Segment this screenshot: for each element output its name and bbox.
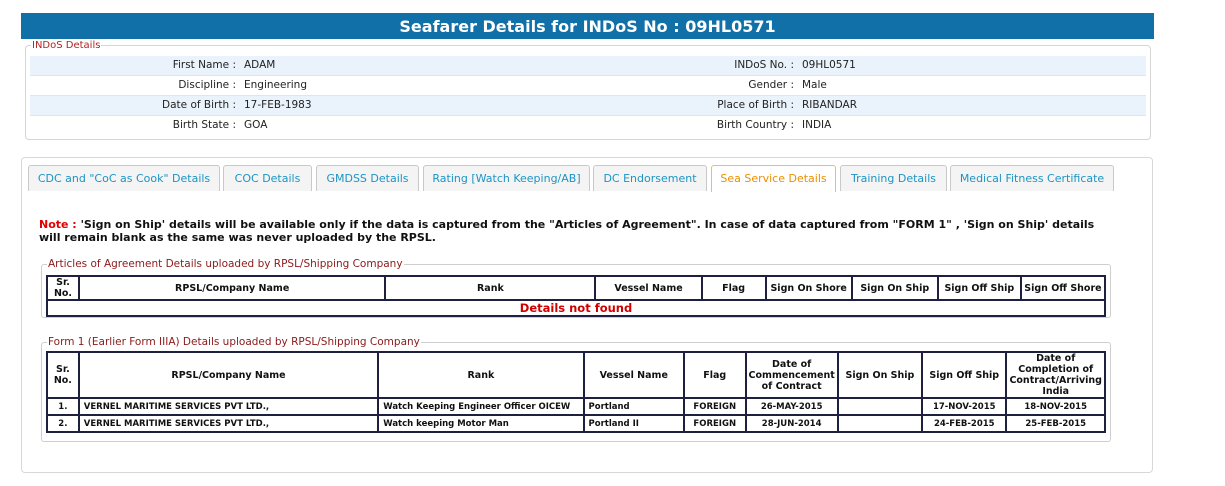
rank-cell: Watch keeping Motor Man <box>378 415 583 432</box>
tab-gmdss-details[interactable]: GMDSS Details <box>316 165 419 191</box>
col-sr-no: Sr. No. <box>47 352 79 398</box>
tab-cdc-details[interactable]: CDC and "CoC as Cook" Details <box>28 165 220 191</box>
sr-no-cell: 2. <box>47 415 79 432</box>
col-sign-off-shore: Sign Off Shore <box>1021 276 1105 300</box>
col-sr-no: Sr. No. <box>47 276 79 300</box>
indos-details-legend: INDoS Details <box>32 40 101 51</box>
tab-training-details[interactable]: Training Details <box>840 165 947 191</box>
col-sign-off-ship: Sign Off Ship <box>922 352 1006 398</box>
gender-label: Gender : <box>748 79 794 91</box>
rank-cell: Watch Keeping Engineer Officer OICEW <box>378 398 583 415</box>
col-rank: Rank <box>385 276 595 300</box>
indos-details-panel <box>25 40 1151 140</box>
tab-rating-details[interactable]: Rating [Watch Keeping/AB] <box>423 165 590 191</box>
indos-no-label: INDoS No. : <box>734 59 794 71</box>
indos-no-value: 09HL0571 <box>802 59 856 71</box>
table-row <box>47 300 1105 316</box>
birth-country-label: Birth Country : <box>716 119 794 131</box>
sr-no-cell: 1. <box>47 398 79 415</box>
col-sign-on-ship: Sign On Ship <box>838 352 922 398</box>
place-of-birth-value: RIBANDAR <box>802 99 858 111</box>
col-sign-off-ship: Sign Off Ship <box>938 276 1021 300</box>
note-label: Note : <box>39 218 77 231</box>
articles-table <box>46 275 1106 317</box>
tab-sea-service-details[interactable]: Sea Service Details <box>711 165 836 192</box>
form1-legend: Form 1 (Earlier Form IIIA) Details uploaded by RPSL/Shipping Company <box>48 336 420 348</box>
first-name-value: ADAM <box>244 59 276 71</box>
completion-date-cell: 25-FEB-2015 <box>1006 415 1105 432</box>
sign-on-ship-note <box>39 218 1119 244</box>
col-flag: Flag <box>702 276 766 300</box>
table-row <box>47 415 1105 432</box>
flag-cell: FOREIGN <box>684 398 746 415</box>
page-title: Seafarer Details for INDoS No : 09HL0571 <box>21 13 1154 39</box>
col-vessel-name: Vessel Name <box>595 276 701 300</box>
indos-row <box>30 56 1146 76</box>
first-name-label: First Name : <box>172 59 236 71</box>
indos-row <box>30 96 1146 116</box>
tab-medical-fitness[interactable]: Medical Fitness Certificate <box>950 165 1114 191</box>
company-name-cell: VERNEL MARITIME SERVICES PVT LTD., <box>79 415 378 432</box>
sign-on-ship-cell <box>838 415 922 432</box>
col-company-name: RPSL/Company Name <box>79 352 378 398</box>
dob-value: 17-FEB-1983 <box>244 99 312 111</box>
gender-value: Male <box>802 79 827 91</box>
col-rank: Rank <box>378 352 583 398</box>
col-sign-on-shore: Sign On Shore <box>766 276 852 300</box>
birth-state-value: GOA <box>244 119 268 131</box>
col-sign-on-ship: Sign On Ship <box>852 276 938 300</box>
indos-row <box>30 76 1146 96</box>
col-flag: Flag <box>684 352 746 398</box>
dob-label: Date of Birth : <box>162 99 236 111</box>
form1-table <box>46 351 1106 433</box>
col-commencement-date: Date of Commencement of Contract <box>746 352 838 398</box>
indos-row <box>30 116 1146 135</box>
note-text: 'Sign on Ship' details will be available only if the data is captured from the "Articles of Agreement". In case of data captured from "FORM 1" , 'Sign on Ship' details will remain blank as the same was never uploaded by the RPSL. <box>39 218 1095 244</box>
sign-off-ship-cell: 24-FEB-2015 <box>922 415 1006 432</box>
birth-state-label: Birth State : <box>172 119 236 131</box>
col-vessel-name: Vessel Name <box>584 352 684 398</box>
vessel-name-cell: Portland <box>584 398 684 415</box>
details-not-found-message: Details not found <box>47 300 1105 316</box>
flag-cell: FOREIGN <box>684 415 746 432</box>
tab-coc-details[interactable]: COC Details <box>223 165 312 191</box>
table-header-row <box>47 352 1105 398</box>
col-company-name: RPSL/Company Name <box>79 276 385 300</box>
commencement-date-cell: 26-MAY-2015 <box>746 398 838 415</box>
company-name-cell: VERNEL MARITIME SERVICES PVT LTD., <box>79 398 378 415</box>
place-of-birth-label: Place of Birth : <box>717 99 794 111</box>
discipline-value: Engineering <box>244 79 307 91</box>
birth-country-value: INDIA <box>802 119 832 131</box>
table-row <box>47 398 1105 415</box>
table-header-row <box>47 276 1105 300</box>
vessel-name-cell: Portland II <box>584 415 684 432</box>
articles-legend: Articles of Agreement Details uploaded by RPSL/Shipping Company <box>48 258 403 270</box>
completion-date-cell: 18-NOV-2015 <box>1006 398 1105 415</box>
sign-on-ship-cell <box>838 398 922 415</box>
commencement-date-cell: 28-JUN-2014 <box>746 415 838 432</box>
discipline-label: Discipline : <box>178 79 236 91</box>
col-completion-date: Date of Completion of Contract/Arriving India <box>1006 352 1105 398</box>
sign-off-ship-cell: 17-NOV-2015 <box>922 398 1006 415</box>
tab-dc-endorsement[interactable]: DC Endorsement <box>593 165 707 191</box>
